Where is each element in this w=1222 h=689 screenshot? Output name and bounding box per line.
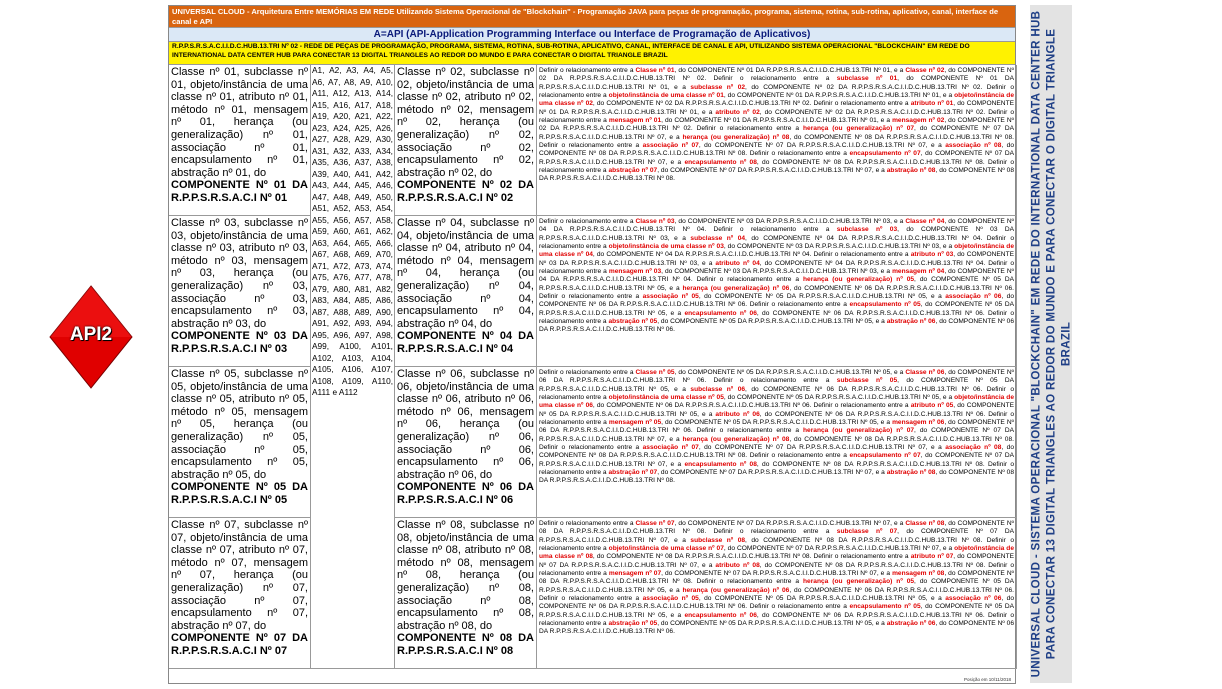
side-banner <box>1030 5 1072 683</box>
class-cell-right <box>395 367 537 518</box>
relationship-description: Definir o relacionamento entre a Classe nº 05, do COMPONENTE Nº 05 DA R.P.P.S.R.S.A.C.I.I.D.C.HUB.13.TRI Nº 05, e a Classe nº 06, do COMPONENTE Nº 06 DA R.P.P.S.R.S.A.C.I.I.D.C.HUB.13.TRI Nº 06. Definir o relacionamento entre a subclasse nº 05, do COMPONENTE Nº 05 DA R.P.P.S.R.S.A.C.I.I.D.C.HUB.13.TRI Nº 05, e a subclasse nº 06, do COMPONENTE Nº 06 DA R.P.P.S.R.S.A.C.I.I.D.C.HUB.13.TRI Nº 06. Definir o relacionamento entre a objeto/instância de uma classe nº 05, do COMPONENTE Nº 05 DA R.P.P.S.R.S.A.C.I.I.D.C.HUB.13.TRI Nº 05, e a objeto/instância de uma classe nº 06, do COMPONENTE Nº 06 DA R.P.P.S.R.S.A.C.I.I.D.C.HUB.13.TRI Nº 06. Definir o relacionamento entre a atributo nº 05, do COMPONENTE Nº 05 DA R.P.P.S.R.S.A.C.I.I.D.C.HUB.13.TRI Nº 05, e a atributo nº 06, do COMPONENTE Nº 06 DA R.P.P.S.R.S.A.C.I.I.D.C.HUB.13.TRI Nº 06. Definir o relacionamento entre a mensagem nº 05, do COMPONENTE Nº 05 DA R.P.P.S.R.S.A.C.I.I.D.C.HUB.13.TRI Nº 05, e a mensagem nº 06, do COMPONENTE Nº 06 DA R.P.P.S.R.S.A.C.I.I.D.C.HUB.13.TRI Nº 06. Definir o relacionamento entre a herança (ou generalização) nº 07, do COMPONENTE Nº 07 DA R.P.P.S.R.S.A.C.I.I.D.C.HUB.13.TRI Nº 07, e a herança (ou generalização) nº 08, do COMPONENTE Nº 08 DA R.P.P.S.R.S.A.C.I.I.D.C.HUB.13.TRI Nº 08. Definir o relacionamento entre a associação nº 07, do COMPONENTE Nº 07 DA R.P.P.S.R.S.A.C.I.I.D.C.HUB.13.TRI Nº 07, e a associação nº 08, do COMPONENTE Nº 08 DA R.P.P.S.R.S.A.C.I.I.D.C.HUB.13.TRI Nº 08. Definir o relacionamento entre a encapsulamento nº 07, do COMPONENTE Nº 07 DA R.P.P.S.R.S.A.C.I.I.D.C.HUB.13.TRI Nº 07, e a encapsulamento nº 08, do COMPONENTE Nº 08 DA R.P.P.S.R.S.A.C.I.I.D.C.HUB.13.TRI Nº 08. Definir o relacionamento entre a abstração nº 07, do COMPONENTE Nº 07 DA R.P.P.S.R.S.A.C.I.I.D.C.HUB.13.TRI Nº 07, e a abstração nº 08, do COMPONENTE Nº 08 DA R.P.P.S.R.S.A.C.I.I.D.C.HUB.13.TRI Nº 08. <box>537 367 1017 518</box>
class-description: Classe nº 03, subclasse nº 03, objeto/instância de uma classe nº 03, atributo nº 03, método nº 03, mensagem nº 03, herança (ou generalização) nº 03, associação nº 03, encapsulamento nº 03, abstração nº 03, do <box>171 217 308 330</box>
side-banner-text: UNIVERSAL CLOUD - SISTEMA OPERACIONAL "BLOCKCHAIN" EM REDE DO INTERNATIONAL DATA CENTER HUB PARA CONECTAR 13 DIGITAL TRIANGLES AO REDOR DO MUNDO E PARA CONECTAR O DIGITAL TRIANGLE BRAZIL <box>1029 10 1073 678</box>
api-list: A1, A2, A3, A4, A5, A6, A7, A8, A9, A10, A11, A12, A13, A14, A15, A16, A17, A18, A19, A20, A21, A22, A23, A24, A25, A26, A27, A28, A29, A30, A31, A32, A33, A34, A35, A36, A37, A38, A39, A40, A41, A42, A43, A44, A45, A46, A47, A48, A49, A50, A51, A52, A53, A54, A55, A56, A57, A58, A59, A60, A61, A62, A63, A64, A65, A66, A67, A68, A69, A70, A71, A72, A73, A74, A75, A76, A77, A78, A79, A80, A81, A82, A83, A84, A85, A86, A87, A88, A89, A90, A91, A92, A93, A94, A95, A96, A97, A98, A99, A100, A101, A102, A103, A104, A105, A106, A107, A108, A109, A110, A111 e A112 <box>311 65 395 669</box>
class-cell-left <box>169 65 311 216</box>
class-cell-right <box>395 216 537 367</box>
relationship-description: Definir o relacionamento entre a Classe nº 01, do COMPONENTE Nº 01 DA R.P.P.S.R.S.A.C.I.I.D.C.HUB.13.TRI Nº 01, e a Classe nº 02, do COMPONENTE Nº 02 DA R.P.P.S.R.S.A.C.I.I.D.C.HUB.13.TRI Nº 02. Definir o relacionamento entre a subclasse nº 01, do COMPONENTE Nº 01 DA R.P.P.S.R.S.A.C.I.I.D.C.HUB.13.TRI Nº 01, e a subclasse nº 02, do COMPONENTE Nº 02 DA R.P.P.S.R.S.A.C.I.I.D.C.HUB.13.TRI Nº 02. Definir o relacionamento entre a objeto/instância de uma classe nº 01, do COMPONENTE Nº 01 DA R.P.P.S.R.S.A.C.I.I.D.C.HUB.13.TRI Nº 01, e a objeto/instância de uma classe nº 02, do COMPONENTE Nº 02 DA R.P.P.S.R.S.A.C.I.I.D.C.HUB.13.TRI Nº 02. Definir o relacionamento entre a atributo nº 01, do COMPONENTE Nº 01 DA R.P.P.S.R.S.A.C.I.I.D.C.HUB.13.TRI Nº 01, e a atributo nº 02, do COMPONENTE Nº 02 DA R.P.P.S.R.S.A.C.I.I.D.C.HUB.13.TRI Nº 02. Definir o relacionamento entre a mensagem nº 01, do COMPONENTE Nº 01 DA R.P.P.S.R.S.A.C.I.I.D.C.HUB.13.TRI Nº 01, e a mensagem nº 02, do COMPONENTE Nº 02 DA R.P.P.S.R.S.A.C.I.I.D.C.HUB.13.TRI Nº 02. Definir o relacionamento entre a herança (ou generalização) nº 07, do COMPONENTE Nº 07 DA R.P.P.S.R.S.A.C.I.I.D.C.HUB.13.TRI Nº 07, e a herança (ou generalização) nº 08, do COMPONENTE Nº 08 DA R.P.P.S.R.S.A.C.I.I.D.C.HUB.13.TRI Nº 08. Definir o relacionamento entre a associação nº 07, do COMPONENTE Nº 07 DA R.P.P.S.R.S.A.C.I.I.D.C.HUB.13.TRI Nº 07, e a associação nº 08, do COMPONENTE Nº 08 DA R.P.P.S.R.S.A.C.I.I.D.C.HUB.13.TRI Nº 08. Definir o relacionamento entre a encapsulamento nº 07, do COMPONENTE Nº 07 DA R.P.P.S.R.S.A.C.I.I.D.C.HUB.13.TRI Nº 07, e a encapsulamento nº 08, do COMPONENTE Nº 08 DA R.P.P.S.R.S.A.C.I.I.D.C.HUB.13.TRI Nº 08. Definir o relacionamento entre a abstração nº 07, do COMPONENTE Nº 07 DA R.P.P.S.R.S.A.C.I.I.D.C.HUB.13.TRI Nº 07, e a abstração nº 08, do COMPONENTE Nº 08 DA R.P.P.S.R.S.A.C.I.I.D.C.HUB.13.TRI Nº 08. <box>537 65 1017 216</box>
relationship-description: Definir o relacionamento entre a Classe nº 07, do COMPONENTE Nº 07 DA R.P.P.S.R.S.A.C.I.I.D.C.HUB.13.TRI Nº 07, e a Classe nº 08, do COMPONENTE Nº 08 DA R.P.P.S.R.S.A.C.I.I.D.C.HUB.13.TRI Nº 08. Definir o relacionamento entre a subclasse nº 07, do COMPONENTE Nº 07 DA R.P.P.S.R.S.A.C.I.I.D.C.HUB.13.TRI Nº 07, e a subclasse nº 08, do COMPONENTE Nº 08 DA R.P.P.S.R.S.A.C.I.I.D.C.HUB.13.TRI Nº 08. Definir o relacionamento entre a objeto/instância de uma classe nº 07, do COMPONENTE Nº 07 DA R.P.P.S.R.S.A.C.I.I.D.C.HUB.13.TRI Nº 07, e a objeto/instância de uma classe nº 08, do COMPONENTE Nº 08 DA R.P.P.S.R.S.A.C.I.I.D.C.HUB.13.TRI Nº 08. Definir o relacionamento entre a atributo nº 07, do COMPONENTE Nº 07 DA R.P.P.S.R.S.A.C.I.I.D.C.HUB.13.TRI Nº 07, e a atributo nº 08, do COMPONENTE Nº 08 DA R.P.P.S.R.S.A.C.I.I.D.C.HUB.13.TRI Nº 08. Definir o relacionamento entre a mensagem nº 07, do COMPONENTE Nº 07 DA R.P.P.S.R.S.A.C.I.I.D.C.HUB.13.TRI Nº 07, e a mensagem nº 08, do COMPONENTE Nº 08 DA R.P.P.S.R.S.A.C.I.I.D.C.HUB.13.TRI Nº 08. Definir o relacionamento entre a herança (ou generalização) nº 05, do COMPONENTE Nº 05 DA R.P.P.S.R.S.A.C.I.I.D.C.HUB.13.TRI Nº 05, e a herança (ou generalização) nº 06, do COMPONENTE Nº 06 DA R.P.P.S.R.S.A.C.I.I.D.C.HUB.13.TRI Nº 06. Definir o relacionamento entre a associação nº 05, do COMPONENTE Nº 05 DA R.P.P.S.R.S.A.C.I.I.D.C.HUB.13.TRI Nº 05, e a associação nº 06, do COMPONENTE Nº 06 DA R.P.P.S.R.S.A.C.I.I.D.C.HUB.13.TRI Nº 06. Definir o relacionamento entre a encapsulamento nº 05, do COMPONENTE Nº 05 DA R.P.P.S.R.S.A.C.I.I.D.C.HUB.13.TRI Nº 05, e a encapsulamento nº 06, do COMPONENTE Nº 06 DA R.P.P.S.R.S.A.C.I.I.D.C.HUB.13.TRI Nº 06. Definir o relacionamento entre a abstração nº 05, do COMPONENTE Nº 05 DA R.P.P.S.R.S.A.C.I.I.D.C.HUB.13.TRI Nº 05, e a abstração nº 06, do COMPONENTE Nº 06 DA R.P.P.S.R.S.A.C.I.I.D.C.HUB.13.TRI Nº 06. <box>537 518 1017 669</box>
network-heading: R.P.P.S.R.S.A.C.I.I.D.C.HUB.13.TRI Nº 02 - REDE DE PEÇAS DE PROGRAMAÇÃO, PROGRAMA, SISTEMA, ROTINA, SUB-ROTINA, APLICATIVO, CANAL, INTERFACE DE CANAL E API, UTILIZANDO SISTEMA OPERACIONAL "BLOCKCHAIN" EM REDE DO INTERNATIONAL DATA CENTER HUB PARA CONECTAR 13 DIGITAL TRIANGLES AO REDOR DO MUNDO E PARA CONECTAR O DIGITAL TRIANGLE BRAZIL <box>169 42 1015 65</box>
class-cell-right <box>395 518 537 669</box>
component-title: COMPONENTE Nº 07 DA R.P.P.S.R.S.A.C.I Nº 07 <box>171 632 308 657</box>
component-title: COMPONENTE Nº 03 DA R.P.P.S.R.S.A.C.I Nº 03 <box>171 330 308 355</box>
api2-badge <box>48 284 134 390</box>
component-table <box>169 65 1015 671</box>
component-title: COMPONENTE Nº 08 DA R.P.P.S.R.S.A.C.I Nº 08 <box>397 632 534 657</box>
class-cell-left <box>169 367 311 518</box>
component-title: COMPONENTE Nº 04 DA R.P.P.S.R.S.A.C.I Nº 04 <box>397 330 534 355</box>
class-cell-right <box>395 65 537 216</box>
class-description: Classe nº 01, subclasse nº 01, objeto/instância de uma classe nº 01, atributo nº 01, método nº 01, mensagem nº 01, herança (ou generalização) nº 01, associação nº 01, encapsulamento nº 01, abstração nº 01, do <box>171 66 308 179</box>
position-date: Posição em 10/11/2018 <box>964 677 1011 682</box>
document-page <box>168 5 1016 684</box>
class-description: Classe nº 02, subclasse nº 02, objeto/instância de uma classe nº 02, atributo nº 02, método nº 02, mensagem nº 02, herança (ou generalização) nº 02, associação nº 02, encapsulamento nº 02, abstração nº 02, do <box>397 66 534 179</box>
class-description: Classe nº 05, subclasse nº 05, objeto/instância de uma classe nº 05, atributo nº 05, método nº 05, mensagem nº 05, herança (ou generalização) nº 05, associação nº 05, encapsulamento nº 05, abstração nº 05, do <box>171 368 308 481</box>
relationship-description: Definir o relacionamento entre a Classe nº 03, do COMPONENTE Nº 03 DA R.P.P.S.R.S.A.C.I.I.D.C.HUB.13.TRI Nº 03, e a Classe nº 04, do COMPONENTE Nº 04 DA R.P.P.S.R.S.A.C.I.I.D.C.HUB.13.TRI Nº 04. Definir o relacionamento entre a subclasse nº 03, do COMPONENTE Nº 03 DA R.P.P.S.R.S.A.C.I.I.D.C.HUB.13.TRI Nº 03, e a subclasse nº 04, do COMPONENTE Nº 04 DA R.P.P.S.R.S.A.C.I.I.D.C.HUB.13.TRI Nº 04. Definir o relacionamento entre a objeto/instância de uma classe nº 03, do COMPONENTE Nº 03 DA R.P.P.S.R.S.A.C.I.I.D.C.HUB.13.TRI Nº 03, e a objeto/instância de uma classe nº 04, do COMPONENTE Nº 04 DA R.P.P.S.R.S.A.C.I.I.D.C.HUB.13.TRI Nº 04. Definir o relacionamento entre a atributo nº 03, do COMPONENTE Nº 03 DA R.P.P.S.R.S.A.C.I.I.D.C.HUB.13.TRI Nº 03, e a atributo nº 04, do COMPONENTE Nº 04 DA R.P.P.S.R.S.A.C.I.I.D.C.HUB.13.TRI Nº 04. Definir o relacionamento entre a mensagem nº 03, do COMPONENTE Nº 03 DA R.P.P.S.R.S.A.C.I.I.D.C.HUB.13.TRI Nº 03, e a mensagem nº 04, do COMPONENTE Nº 04 DA R.P.P.S.R.S.A.C.I.I.D.C.HUB.13.TRI Nº 04. Definir o relacionamento entre a herança (ou generalização) nº 05, do COMPONENTE Nº 05 DA R.P.P.S.R.S.A.C.I.I.D.C.HUB.13.TRI Nº 05, e a herança (ou generalização) nº 06, do COMPONENTE Nº 06 DA R.P.P.S.R.S.A.C.I.I.D.C.HUB.13.TRI Nº 06. Definir o relacionamento entre a associação nº 05, do COMPONENTE Nº 05 DA R.P.P.S.R.S.A.C.I.I.D.C.HUB.13.TRI Nº 05, e a associação nº 06, do COMPONENTE Nº 06 DA R.P.P.S.R.S.A.C.I.I.D.C.HUB.13.TRI Nº 06. Definir o relacionamento entre a encapsulamento nº 05, do COMPONENTE Nº 05 DA R.P.P.S.R.S.A.C.I.I.D.C.HUB.13.TRI Nº 05, e a encapsulamento nº 06, do COMPONENTE Nº 06 DA R.P.P.S.R.S.A.C.I.I.D.C.HUB.13.TRI Nº 06. Definir o relacionamento entre a abstração nº 05, do COMPONENTE Nº 05 DA R.P.P.S.R.S.A.C.I.I.D.C.HUB.13.TRI Nº 05, e a abstração nº 06, do COMPONENTE Nº 06 DA R.P.P.S.R.S.A.C.I.I.D.C.HUB.13.TRI Nº 06. <box>537 216 1017 367</box>
component-title: COMPONENTE Nº 05 DA R.P.P.S.R.S.A.C.I Nº 05 <box>171 481 308 506</box>
class-cell-left <box>169 518 311 669</box>
class-description: Classe nº 04, subclasse nº 04, objeto/instância de uma classe nº 04, atributo nº 04, método nº 04, mensagem nº 04, herança (ou generalização) nº 04, associação nº 04, encapsulamento nº 04, abstração nº 04, do <box>397 217 534 330</box>
class-cell-left <box>169 216 311 367</box>
title-banner: UNIVERSAL CLOUD - Arquitetura Entre MEMÓRIAS EM REDE Utilizando Sistema Operacional de "Blockchain" - Programação JAVA para peças de programação, programa, sistema, rotina, sub-rotina, aplicativo, canal, interface de canal e API <box>169 6 1015 27</box>
component-title: COMPONENTE Nº 06 DA R.P.P.S.R.S.A.C.I Nº 06 <box>397 481 534 506</box>
component-title: COMPONENTE Nº 01 DA R.P.P.S.R.S.A.C.I Nº 01 <box>171 179 308 204</box>
class-description: Classe nº 08, subclasse nº 08, objeto/instância de uma classe nº 08, atributo nº 08, método nº 08, mensagem nº 08, herança (ou generalização) nº 08, associação nº 08, encapsulamento nº 08, abstração nº 08, do <box>397 519 534 632</box>
class-description: Classe nº 07, subclasse nº 07, objeto/instância de uma classe nº 07, atributo nº 07, método nº 07, mensagem nº 07, herança (ou generalização) nº 07, associação nº 07, encapsulamento nº 07, abstração nº 07, do <box>171 519 308 632</box>
class-description: Classe nº 06, subclasse nº 06, objeto/instância de uma classe nº 06, atributo nº 06, método nº 06, mensagem nº 06, herança (ou generalização) nº 06, associação nº 06, encapsulamento nº 06, abstração nº 06, do <box>397 368 534 481</box>
component-title: COMPONENTE Nº 02 DA R.P.P.S.R.S.A.C.I Nº 02 <box>397 179 534 204</box>
api-subtitle: A=API (API-Application Programming Interface ou Interface de Programação de Aplicativos) <box>169 27 1015 42</box>
api2-label: API2 <box>69 324 113 345</box>
